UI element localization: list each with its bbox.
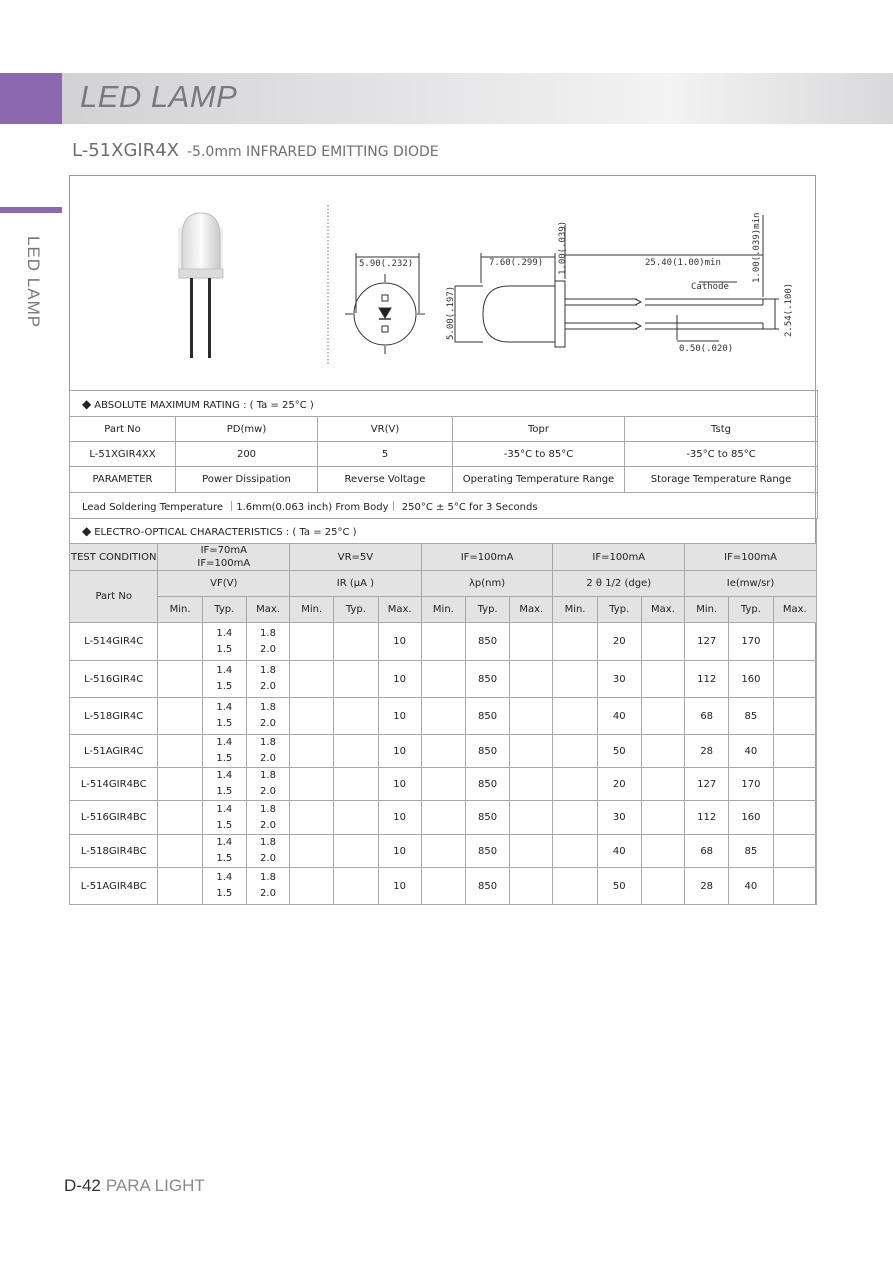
abs-param-cell: Storage Temperature Range bbox=[625, 467, 818, 493]
lp-typ-cell: 850 bbox=[465, 868, 509, 905]
ir-max-cell: 10 bbox=[378, 661, 421, 698]
vf-max-cell: 1.8 2.0 bbox=[246, 835, 289, 868]
theta-max-cell bbox=[641, 835, 684, 868]
ie-typ-cell: 85 bbox=[729, 698, 773, 735]
max-header: Max. bbox=[378, 597, 421, 623]
vf-max-cell: 1.8 2.0 bbox=[246, 868, 289, 905]
part-no-cell: L-514GIR4C bbox=[70, 623, 158, 661]
lp-max-cell bbox=[510, 801, 553, 835]
typ-header: Typ. bbox=[597, 597, 641, 623]
vf-typ-cell: 1.4 1.5 bbox=[202, 661, 246, 698]
header-accent bbox=[0, 73, 62, 124]
ie-max-cell bbox=[773, 623, 816, 661]
ie-max-cell bbox=[773, 835, 816, 868]
cathode-label: Cathode bbox=[691, 282, 729, 292]
min-header: Min. bbox=[553, 597, 597, 623]
part-no-cell: L-516GIR4C bbox=[70, 661, 158, 698]
theta-min-cell bbox=[553, 801, 597, 835]
min-header: Min. bbox=[158, 597, 202, 623]
part-no-header: Part No bbox=[70, 571, 158, 623]
vf-typ-cell: 1.4 1.5 bbox=[202, 835, 246, 868]
lp-typ-cell: 850 bbox=[465, 801, 509, 835]
param-lp: λp(nm) bbox=[421, 571, 553, 597]
typ-header: Typ. bbox=[334, 597, 378, 623]
min-header: Min. bbox=[685, 597, 729, 623]
ir-max-cell: 10 bbox=[378, 801, 421, 835]
lp-min-cell bbox=[421, 835, 465, 868]
theta-min-cell bbox=[553, 768, 597, 801]
theta-typ-cell: 40 bbox=[597, 835, 641, 868]
ie-min-cell: 127 bbox=[685, 623, 729, 661]
product-subtitle bbox=[72, 140, 439, 161]
theta-max-cell bbox=[641, 801, 684, 835]
ir-typ-cell bbox=[334, 868, 378, 905]
table-row bbox=[70, 623, 817, 661]
ir-min-cell bbox=[290, 768, 334, 801]
vf-max-cell: 1.8 2.0 bbox=[246, 661, 289, 698]
lp-typ-cell: 850 bbox=[465, 835, 509, 868]
side-accent bbox=[0, 207, 62, 213]
ie-min-cell: 127 bbox=[685, 768, 729, 801]
abs-header-cell: Part No bbox=[70, 417, 176, 442]
ie-max-cell bbox=[773, 868, 816, 905]
typ-header: Typ. bbox=[465, 597, 509, 623]
ir-typ-cell bbox=[334, 801, 378, 835]
min-header: Min. bbox=[421, 597, 465, 623]
lp-max-cell bbox=[510, 623, 553, 661]
vf-typ-cell: 1.4 1.5 bbox=[202, 868, 246, 905]
ir-min-cell bbox=[290, 623, 334, 661]
eo-title: ◆ ELECTRO-OPTICAL CHARACTERISTICS : ( Ta = 25°C ) bbox=[70, 519, 817, 544]
min-header: Min. bbox=[290, 597, 334, 623]
abs-value-cell: 5 bbox=[318, 442, 453, 467]
theta-typ-cell: 50 bbox=[597, 735, 641, 768]
part-no-cell: L-516GIR4BC bbox=[70, 801, 158, 835]
ie-min-cell: 112 bbox=[685, 661, 729, 698]
dim-body-length: 7.60(.299) bbox=[489, 258, 544, 268]
table-row bbox=[70, 661, 817, 698]
lp-min-cell bbox=[421, 623, 465, 661]
typ-header: Typ. bbox=[202, 597, 246, 623]
dim-diameter: 5.00(.197) bbox=[446, 285, 456, 340]
ir-max-cell: 10 bbox=[378, 768, 421, 801]
ie-typ-cell: 170 bbox=[729, 768, 773, 801]
ie-max-cell bbox=[773, 801, 816, 835]
lp-max-cell bbox=[510, 661, 553, 698]
max-header: Max. bbox=[246, 597, 289, 623]
ir-min-cell bbox=[290, 735, 334, 768]
ie-typ-cell: 160 bbox=[729, 801, 773, 835]
part-no-cell: L-518GIR4C bbox=[70, 698, 158, 735]
package-drawing bbox=[69, 175, 816, 390]
ir-min-cell bbox=[290, 698, 334, 735]
cond-ir: VR=5V bbox=[290, 544, 422, 571]
ie-max-cell bbox=[773, 661, 816, 698]
ir-max-cell: 10 bbox=[378, 623, 421, 661]
ir-typ-cell bbox=[334, 768, 378, 801]
diamond-icon: ◆ bbox=[82, 396, 92, 411]
cond-lp: IF=100mA bbox=[421, 544, 553, 571]
table-row bbox=[70, 868, 817, 905]
vf-typ-cell: 1.4 1.5 bbox=[202, 698, 246, 735]
ir-typ-cell bbox=[334, 735, 378, 768]
ir-min-cell bbox=[290, 868, 334, 905]
vf-max-cell: 1.8 2.0 bbox=[246, 698, 289, 735]
ie-max-cell bbox=[773, 698, 816, 735]
abs-value-cell: -35°C to 85°C bbox=[453, 442, 625, 467]
lp-typ-cell: 850 bbox=[465, 698, 509, 735]
diamond-icon: ◆ bbox=[82, 524, 92, 538]
dim-lead-min: 1.00(.039)min bbox=[752, 212, 762, 283]
theta-max-cell bbox=[641, 735, 684, 768]
theta-min-cell bbox=[553, 868, 597, 905]
theta-typ-cell: 20 bbox=[597, 623, 641, 661]
side-label: LED LAMP bbox=[24, 236, 43, 329]
ie-typ-cell: 160 bbox=[729, 661, 773, 698]
dim-spacing: 2.54(.100) bbox=[784, 282, 794, 337]
dim-lead-length: 25.40(1.00)min bbox=[645, 258, 721, 268]
ie-max-cell bbox=[773, 768, 816, 801]
theta-typ-cell: 30 bbox=[597, 801, 641, 835]
vf-typ-cell: 1.4 1.5 bbox=[202, 801, 246, 835]
page-footer bbox=[64, 1176, 205, 1196]
vf-min-cell bbox=[158, 623, 202, 661]
vf-min-cell bbox=[158, 768, 202, 801]
lp-typ-cell: 850 bbox=[465, 623, 509, 661]
ir-min-cell bbox=[290, 835, 334, 868]
theta-max-cell bbox=[641, 623, 684, 661]
ir-typ-cell bbox=[334, 623, 378, 661]
dim-width: 5.90(.232) bbox=[359, 259, 414, 269]
lp-min-cell bbox=[421, 801, 465, 835]
theta-min-cell bbox=[553, 698, 597, 735]
theta-typ-cell: 20 bbox=[597, 768, 641, 801]
part-no-cell: L-51AGIR4C bbox=[70, 735, 158, 768]
page-title: LED LAMP bbox=[80, 79, 238, 114]
vf-max-cell: 1.8 2.0 bbox=[246, 768, 289, 801]
part-no-cell: L-514GIR4BC bbox=[70, 768, 158, 801]
lp-min-cell bbox=[421, 735, 465, 768]
vf-min-cell bbox=[158, 868, 202, 905]
theta-typ-cell: 30 bbox=[597, 661, 641, 698]
vf-min-cell bbox=[158, 801, 202, 835]
lp-max-cell bbox=[510, 735, 553, 768]
lp-min-cell bbox=[421, 698, 465, 735]
vf-min-cell bbox=[158, 735, 202, 768]
theta-max-cell bbox=[641, 661, 684, 698]
abs-param-cell: Power Dissipation bbox=[176, 467, 318, 493]
vf-min-cell bbox=[158, 698, 202, 735]
ie-typ-cell: 170 bbox=[729, 623, 773, 661]
abs-value-cell: -35°C to 85°C bbox=[625, 442, 818, 467]
ie-min-cell: 112 bbox=[685, 801, 729, 835]
ie-typ-cell: 40 bbox=[729, 735, 773, 768]
table-row bbox=[70, 735, 817, 768]
vf-max-cell: 1.8 2.0 bbox=[246, 801, 289, 835]
table-row bbox=[70, 801, 817, 835]
lp-max-cell bbox=[510, 868, 553, 905]
part-no-cell: L-518GIR4BC bbox=[70, 835, 158, 868]
dim-lead-width: 0.50(.020) bbox=[679, 344, 734, 354]
ir-max-cell: 10 bbox=[378, 698, 421, 735]
cond-ie: IF=100mA bbox=[685, 544, 817, 571]
ie-min-cell: 68 bbox=[685, 698, 729, 735]
max-header: Max. bbox=[510, 597, 553, 623]
param-ie: Ie(mw/sr) bbox=[685, 571, 817, 597]
ir-typ-cell bbox=[334, 835, 378, 868]
ir-min-cell bbox=[290, 801, 334, 835]
vf-typ-cell: 1.4 1.5 bbox=[202, 623, 246, 661]
vf-min-cell bbox=[158, 661, 202, 698]
ie-typ-cell: 40 bbox=[729, 868, 773, 905]
abs-max-title: ◆ ABSOLUTE MAXIMUM RATING : ( Ta = 25°C ) bbox=[70, 391, 818, 417]
side-view-icon bbox=[455, 212, 779, 347]
theta-max-cell bbox=[641, 698, 684, 735]
lp-typ-cell: 850 bbox=[465, 661, 509, 698]
eo-table bbox=[69, 518, 817, 905]
abs-header-cell: Topr bbox=[453, 417, 625, 442]
abs-header-cell: VR(V) bbox=[318, 417, 453, 442]
eo-body bbox=[70, 623, 817, 905]
theta-min-cell bbox=[553, 735, 597, 768]
table-row bbox=[70, 835, 817, 868]
param-theta: 2 θ 1/2 (dge) bbox=[553, 571, 685, 597]
abs-value-cell: 200 bbox=[176, 442, 318, 467]
vf-typ-cell: 1.4 1.5 bbox=[202, 735, 246, 768]
abs-header-cell: PD(mw) bbox=[176, 417, 318, 442]
vf-max-cell: 1.8 2.0 bbox=[246, 623, 289, 661]
theta-min-cell bbox=[553, 623, 597, 661]
vf-max-cell: 1.8 2.0 bbox=[246, 735, 289, 768]
ie-min-cell: 28 bbox=[685, 735, 729, 768]
solder-note: Lead Soldering Temperature ｜1.6mm(0.063 inch) From Body｜ 250°C ± 5°C for 3 Seconds bbox=[70, 493, 818, 519]
ir-typ-cell bbox=[334, 698, 378, 735]
dim-flange: 1.00(.039) bbox=[558, 220, 568, 275]
abs-value-cell: L-51XGIR4XX bbox=[70, 442, 176, 467]
vf-min-cell bbox=[158, 835, 202, 868]
product-description: -5.0mm INFRARED EMITTING DIODE bbox=[187, 144, 439, 160]
table-row bbox=[70, 768, 817, 801]
lp-min-cell bbox=[421, 868, 465, 905]
theta-max-cell bbox=[641, 768, 684, 801]
ie-min-cell: 28 bbox=[685, 868, 729, 905]
typ-header: Typ. bbox=[729, 597, 773, 623]
lp-typ-cell: 850 bbox=[465, 768, 509, 801]
cond-vf: IF=70mA IF=100mA bbox=[158, 544, 290, 571]
ir-max-cell: 10 bbox=[378, 735, 421, 768]
led-photo-icon bbox=[178, 213, 223, 358]
theta-typ-cell: 50 bbox=[597, 868, 641, 905]
theta-max-cell bbox=[641, 868, 684, 905]
abs-param-cell: Operating Temperature Range bbox=[453, 467, 625, 493]
lp-max-cell bbox=[510, 698, 553, 735]
theta-typ-cell: 40 bbox=[597, 698, 641, 735]
test-condition-label: TEST CONDITION bbox=[70, 544, 158, 571]
max-header: Max. bbox=[773, 597, 816, 623]
abs-header-cell: Tstg bbox=[625, 417, 818, 442]
table-row bbox=[70, 698, 817, 735]
param-vf: VF(V) bbox=[158, 571, 290, 597]
cond-theta: IF=100mA bbox=[553, 544, 685, 571]
ie-max-cell bbox=[773, 735, 816, 768]
param-ir: IR (μA ) bbox=[290, 571, 422, 597]
ir-max-cell: 10 bbox=[378, 868, 421, 905]
abs-param-cell: Reverse Voltage bbox=[318, 467, 453, 493]
max-header: Max. bbox=[641, 597, 684, 623]
abs-param-cell: PARAMETER bbox=[70, 467, 176, 493]
lp-max-cell bbox=[510, 768, 553, 801]
lp-min-cell bbox=[421, 661, 465, 698]
ir-typ-cell bbox=[334, 661, 378, 698]
ir-max-cell: 10 bbox=[378, 835, 421, 868]
abs-max-table bbox=[69, 390, 818, 519]
ie-typ-cell: 85 bbox=[729, 835, 773, 868]
vf-typ-cell: 1.4 1.5 bbox=[202, 768, 246, 801]
lp-max-cell bbox=[510, 835, 553, 868]
lp-min-cell bbox=[421, 768, 465, 801]
page-number: D-42 bbox=[64, 1176, 101, 1195]
ie-min-cell: 68 bbox=[685, 835, 729, 868]
theta-min-cell bbox=[553, 661, 597, 698]
product-part-no: L-51XGIR4X bbox=[72, 140, 179, 161]
theta-min-cell bbox=[553, 835, 597, 868]
ir-min-cell bbox=[290, 661, 334, 698]
brand-name: PARA LIGHT bbox=[105, 1176, 205, 1195]
lp-typ-cell: 850 bbox=[465, 735, 509, 768]
part-no-cell: L-51AGIR4BC bbox=[70, 868, 158, 905]
